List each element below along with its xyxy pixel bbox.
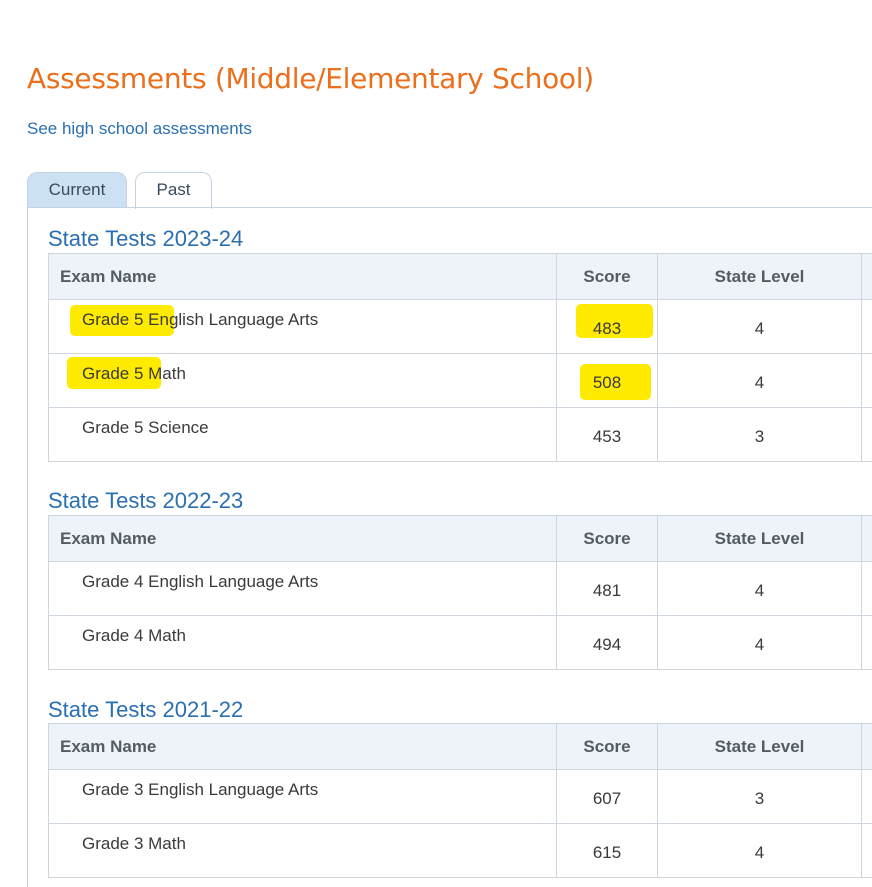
column-header-exam-name[interactable]: Exam Name — [49, 516, 557, 562]
table-row — [49, 300, 872, 354]
extra-cell — [862, 562, 872, 616]
tab-bar — [27, 172, 872, 208]
table-row — [49, 408, 872, 462]
column-header-score[interactable]: Score — [557, 516, 658, 562]
table-header-row — [49, 254, 872, 300]
score-value: 483 — [592, 318, 622, 338]
state-level-cell: 4 — [658, 824, 862, 878]
extra-cell — [862, 616, 872, 670]
table-row — [49, 354, 872, 408]
tab-current[interactable]: Current — [27, 172, 127, 208]
table-row — [49, 616, 872, 670]
score-cell — [557, 354, 658, 408]
score-value: 508 — [592, 372, 622, 392]
table-header-row — [49, 724, 872, 770]
column-header-state-level[interactable]: State Level — [658, 724, 862, 770]
exam-name-cell: Grade 4 Math — [49, 616, 557, 670]
high-school-assessments-link[interactable]: See high school assessments — [27, 119, 252, 138]
score-cell: 607 — [557, 770, 658, 824]
score-cell: 615 — [557, 824, 658, 878]
exam-name-cell: Grade 3 Math — [49, 824, 557, 878]
column-header-extra — [862, 724, 872, 770]
state-level-cell: 4 — [658, 616, 862, 670]
table-header-row — [49, 516, 872, 562]
exam-name-cell: Grade 3 English Language Arts — [49, 770, 557, 824]
table-row — [49, 824, 872, 878]
exam-name-cell: Grade 4 English Language Arts — [49, 562, 557, 616]
extra-cell — [862, 824, 872, 878]
exam-table-2021-22 — [48, 723, 872, 878]
exam-table-2023-24 — [48, 253, 872, 462]
column-header-exam-name[interactable]: Exam Name — [49, 254, 557, 300]
score-cell — [557, 300, 658, 354]
state-level-cell: 3 — [658, 408, 862, 462]
state-level-cell: 4 — [658, 562, 862, 616]
state-level-cell: 4 — [658, 300, 862, 354]
column-header-extra — [862, 516, 872, 562]
section-title-2022-23: State Tests 2022-23 — [48, 488, 244, 513]
column-header-score[interactable]: Score — [557, 254, 658, 300]
exam-name-cell: Grade 5 Science — [49, 408, 557, 462]
score-cell: 453 — [557, 408, 658, 462]
extra-cell — [862, 408, 872, 462]
page-title: Assessments (Middle/Elementary School) — [27, 62, 594, 95]
column-header-state-level[interactable]: State Level — [658, 254, 862, 300]
score-cell: 494 — [557, 616, 658, 670]
score-cell: 481 — [557, 562, 658, 616]
exam-name-cell — [49, 354, 557, 408]
exam-table-2022-23 — [48, 515, 872, 670]
exam-name: Grade 5 Math — [82, 364, 186, 383]
state-level-cell: 3 — [658, 770, 862, 824]
section-title-2023-24: State Tests 2023-24 — [48, 226, 244, 251]
column-header-exam-name[interactable]: Exam Name — [49, 724, 557, 770]
column-header-score[interactable]: Score — [557, 724, 658, 770]
table-row — [49, 770, 872, 824]
column-header-state-level[interactable]: State Level — [658, 516, 862, 562]
exam-name-cell — [49, 300, 557, 354]
table-row — [49, 562, 872, 616]
extra-cell — [862, 354, 872, 408]
exam-name: Grade 5 English Language Arts — [82, 310, 319, 329]
section-title-2021-22: State Tests 2021-22 — [48, 697, 244, 722]
state-level-cell: 4 — [658, 354, 862, 408]
extra-cell — [862, 300, 872, 354]
column-header-extra — [862, 254, 872, 300]
extra-cell — [862, 770, 872, 824]
tab-past[interactable]: Past — [135, 172, 212, 209]
